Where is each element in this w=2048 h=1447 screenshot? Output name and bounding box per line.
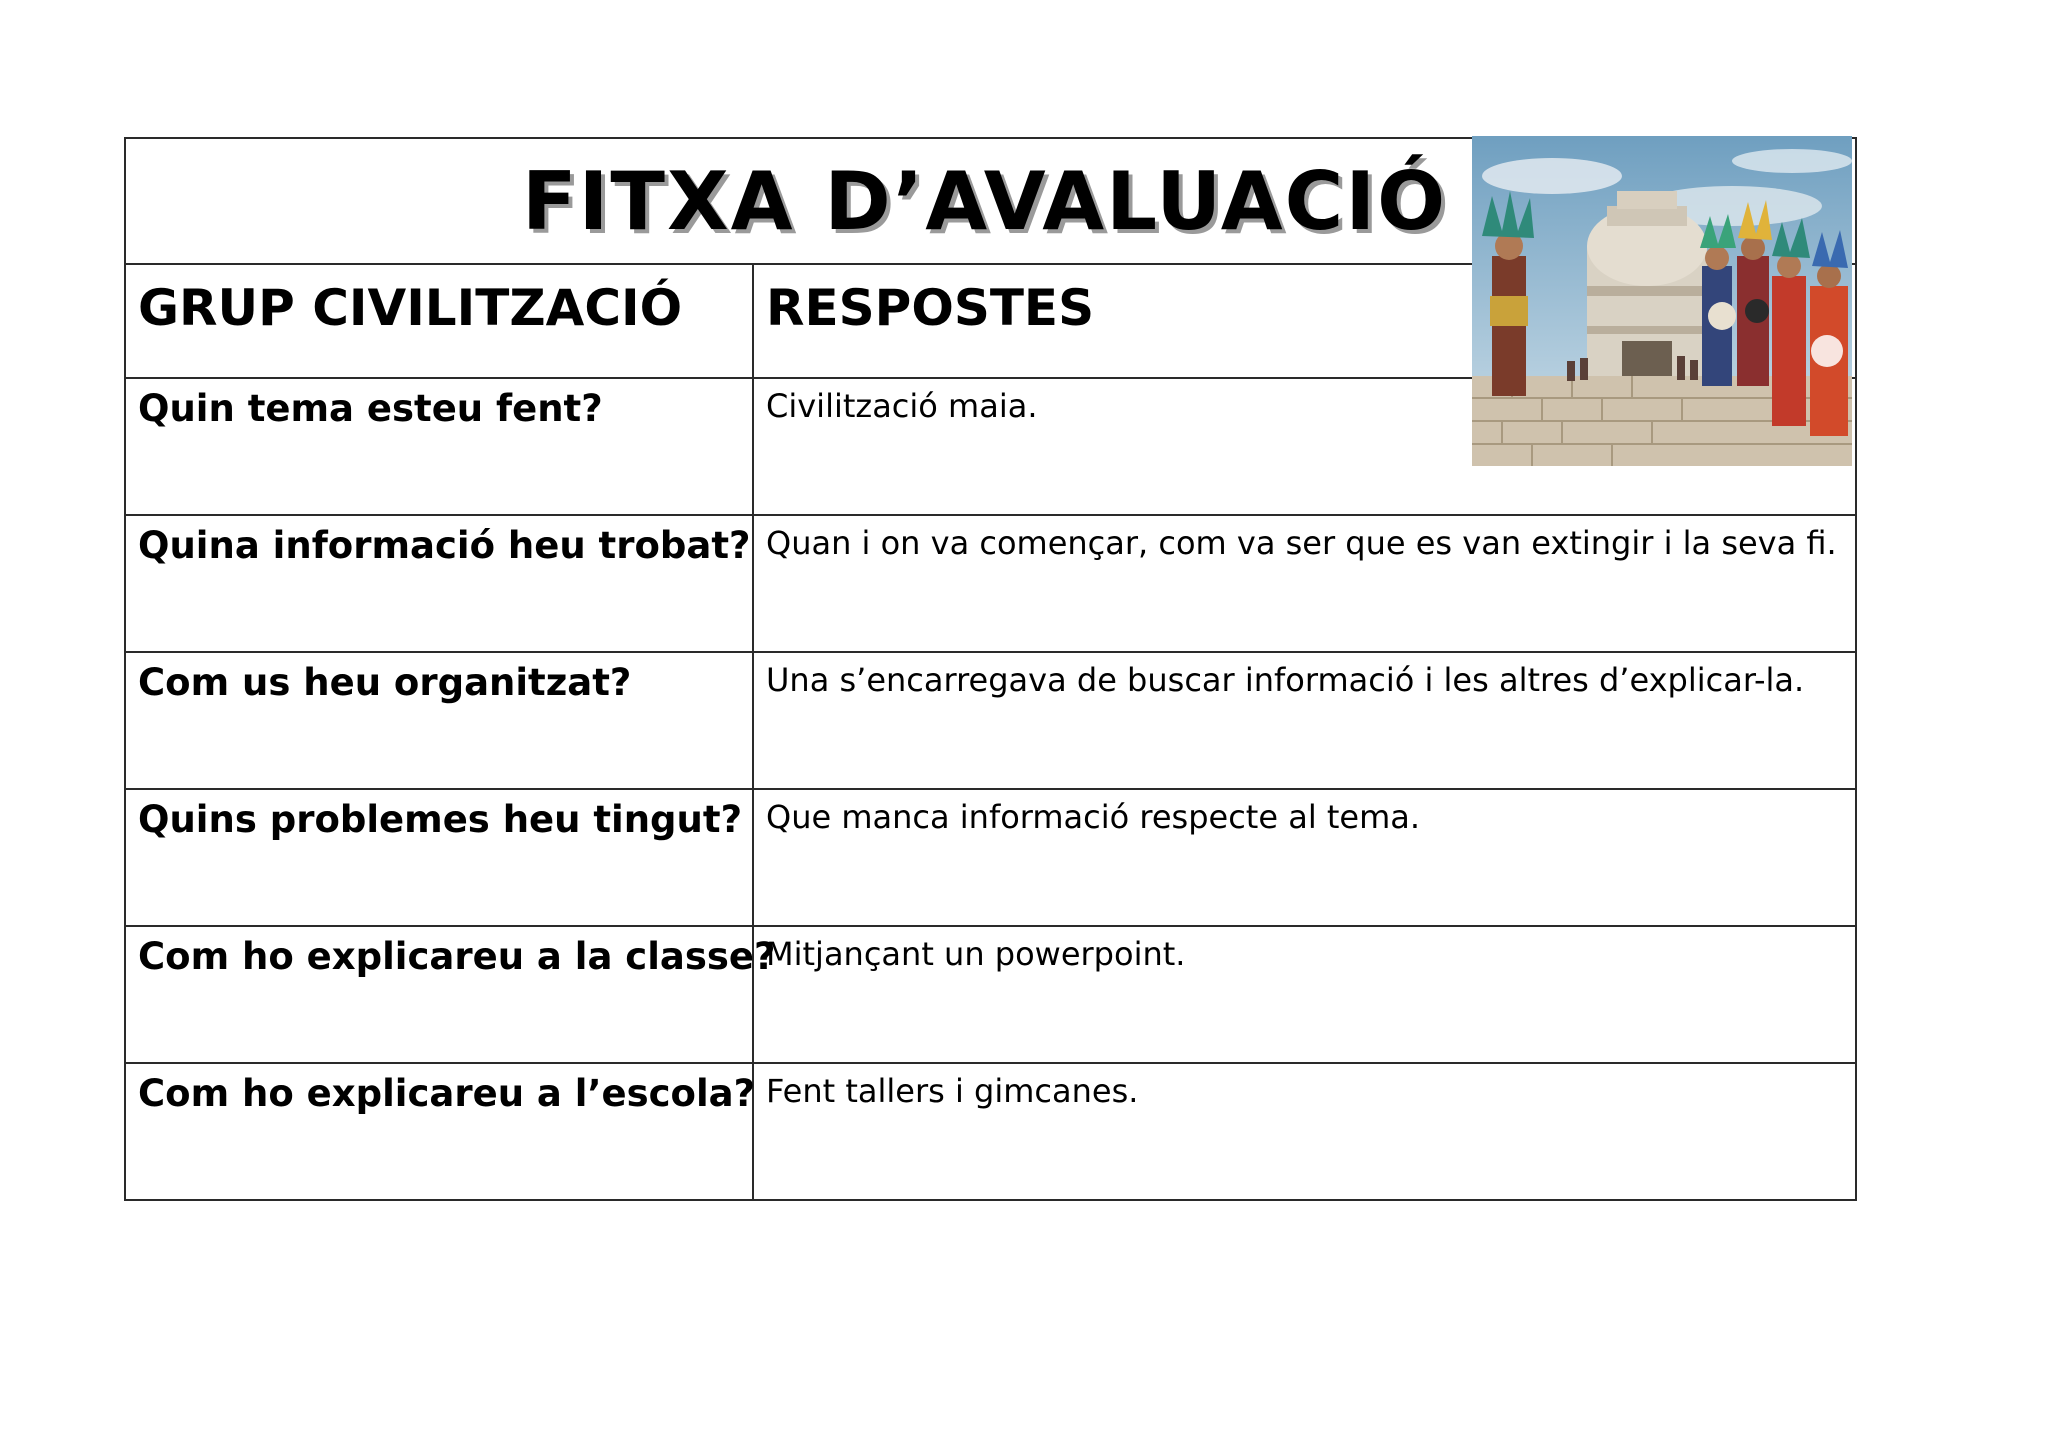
question-text: Com us heu organitzat?: [138, 661, 632, 704]
page-title: FITXA D’AVALUACIÓ: [522, 155, 1448, 248]
table-row: [126, 926, 1855, 1063]
header-answers-label: RESPOSTES: [766, 279, 1095, 337]
answer-cell: [753, 1063, 1855, 1199]
question-cell: [126, 1063, 756, 1199]
answer-cell: [753, 926, 1855, 1063]
question-text: Com ho explicareu a l’escola?: [138, 1072, 756, 1115]
answer-cell: [753, 652, 1855, 789]
answer-text: Fent tallers i gimcanes.: [766, 1072, 1139, 1110]
question-text: Quins problemes heu tingut?: [138, 798, 743, 841]
question-cell: [126, 789, 753, 926]
header-group-label: GRUP CIVILITZACIÓ: [138, 279, 683, 337]
answer-cell: [753, 515, 1855, 652]
question-cell: [126, 926, 776, 1063]
answer-text: Una s’encarregava de buscar informació i les altres d’explicar-la.: [766, 661, 1805, 699]
question-text: Com ho explicareu a la classe?: [138, 935, 776, 978]
answer-text: Mitjançant un powerpoint.: [766, 935, 1186, 973]
maya-illustration: [1472, 136, 1852, 466]
header-cell-group: [126, 265, 753, 378]
table-row: [126, 789, 1855, 926]
question-cell: [126, 378, 753, 515]
answer-cell: [753, 789, 1855, 926]
answer-text: Quan i on va començar, com va ser que es van extingir i la seva fi.: [766, 524, 1837, 562]
question-text: Quina informació heu trobat?: [138, 524, 751, 567]
table-row: [126, 1063, 1855, 1199]
question-cell: [126, 515, 753, 652]
table-row: [126, 652, 1855, 789]
table-row: [126, 515, 1855, 652]
maya-temple-image: [1472, 136, 1852, 466]
question-text: Quin tema esteu fent?: [138, 387, 603, 430]
answer-text: Que manca informació respecte al tema.: [766, 798, 1421, 836]
answer-text: Civilització maia.: [766, 387, 1038, 425]
question-cell: [126, 652, 753, 789]
